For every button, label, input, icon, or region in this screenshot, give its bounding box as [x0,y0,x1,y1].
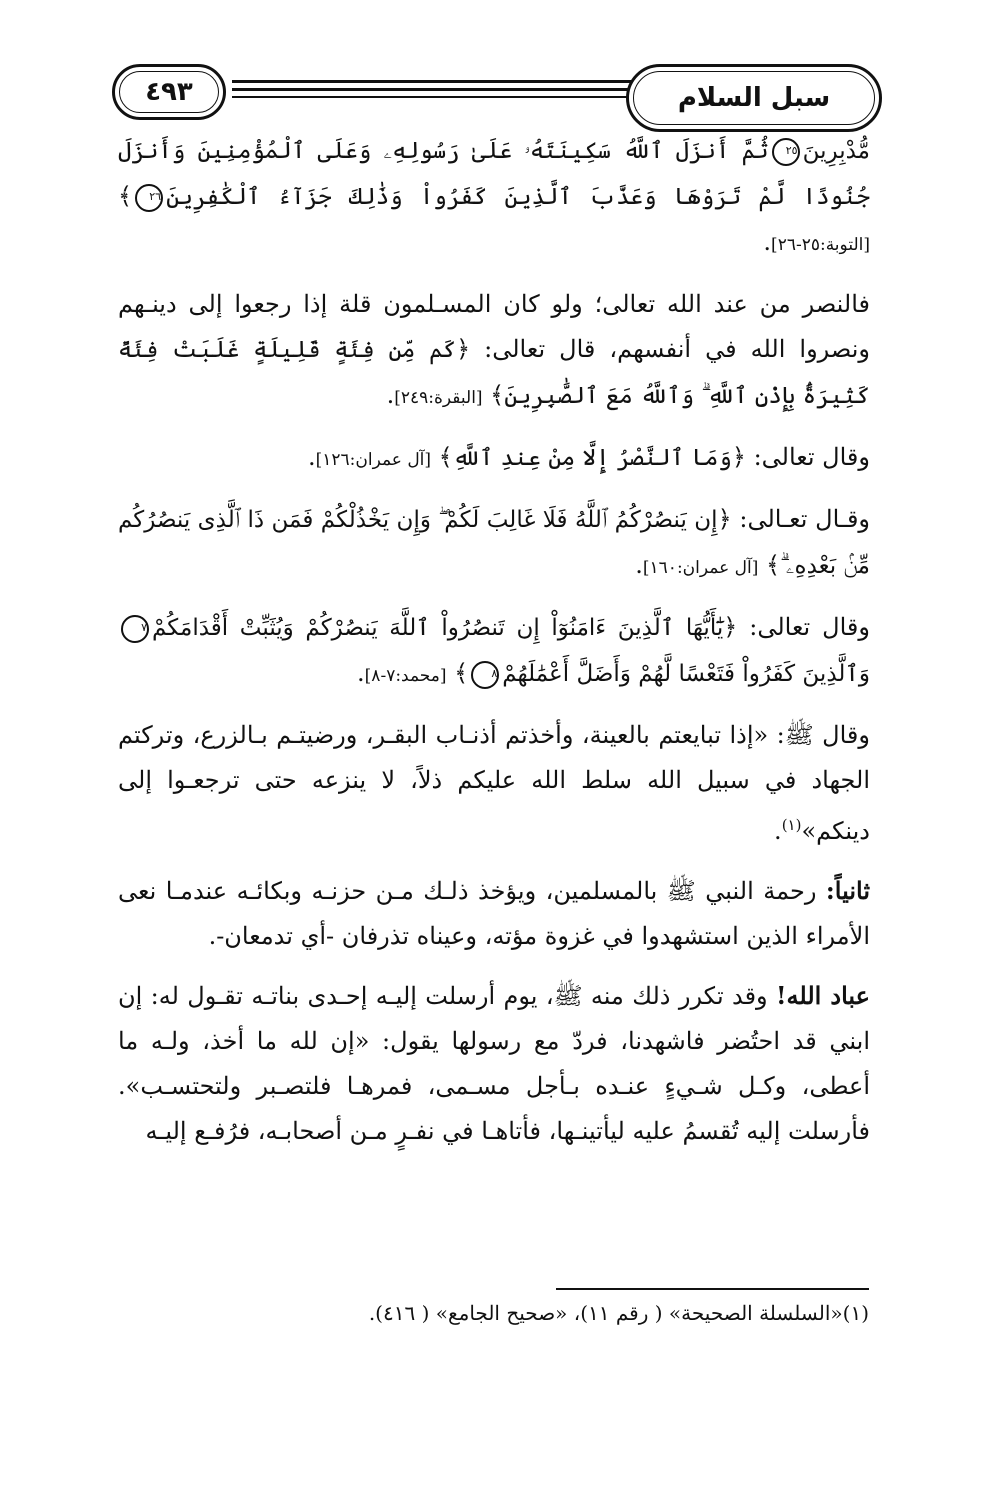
quran-verse: ثُمَّ أَنزَلَ ٱللَّهُ سَكِينَتَهُۥ عَلَىٰ رَسُولِهِۦ وَعَلَى ٱلْمُؤْمِنِينَ وَأَنزَلَ جُنُودًا لَّمْ تَرَوْهَا وَعَذَّبَ ٱلَّذِينَ كَفَرُواْ وَذَٰلِكَ جَزَآءُ ٱلْكَٰفِرِينَ [118,138,870,210]
text-run: . [307,443,316,471]
book-title-frame [626,64,882,132]
ayah-number-marker: ٢٦ [135,184,163,212]
quran-verse: كَم مِّن فِئَةٍ قَلِيلَةٍ غَلَبَتْ فِئَةً كَثِيرَةًۢ بِإِذْنِ ٱللَّهِ ۗ وَٱللَّهُ مَعَ ٱلصَّٰبِرِينَ [118,337,870,409]
verse-reference: [محمد:٧-٨] [364,666,447,686]
text-run: . [635,551,643,579]
quran-verse: وَٱلَّذِينَ كَفَرُواْ فَتَعْسًا لَّهُمْ وَأَضَلَّ أَعْمَٰلَهُمْ [502,661,870,687]
quran-verse: وَمَا ٱلنَّصْرُ إِلَّا مِنْ عِندِ ٱللَّهِ [452,445,732,471]
text-run: وقال ﷺ: «إذا تبايعتم بالعينة، وأخذتم أذنـاب البقـر، ورضيتـم بـالزرع، وتركتم الجهاد في سبيل الله سلط الله عليكم ذلاً، لا ينزعه حتى ترجعـوا إلى دينكم» [118,721,870,845]
text-run: . [774,817,782,845]
text-run: رحمة النبي ﷺ بالمسلمين، ويؤخذ ذلـك مـن حزنـه وبكائـه عندمـا نعى الأمراء الذين استشهدوا في غزوة مؤته، وعيناه تذرفان -أي تدمعان-. [118,877,870,950]
page-header [112,34,882,113]
footnote-separator [556,1288,869,1290]
paragraph [118,973,870,1154]
ayah-number-marker: ٢٥ [772,138,800,166]
section-lead: عباد الله! [776,981,870,1010]
body-text [118,128,870,1168]
section-lead: ثانياً: [825,876,870,905]
paragraph [118,605,870,699]
text-run: وقال تعالى: ﴿ [723,613,870,641]
quran-verse: مُّدْبِرِينَ [802,138,870,164]
text-run: وقد تكرر ذلك منه ﷺ، يوم أرسلت إليـه إحـدى بناتـه تقـول له: إن ابني قد احتُضر فاشهدنا، فردّ مع رسولها يقول: «إن لله ما أخذ، ولـه ما أعطى، وكـل شـيءٍ عنـده بـأجل مسـمى، فمرهـا فلتصـبر ولتحتسـب». فأرسلت إليه تُقسمُ عليه ليأتينـها، فأتاهـا في نفـرٍ مـن أصحابـه، فرُفـع إليـه [118,982,870,1145]
verse-reference: [آل عمران:١٦٠] [642,558,759,578]
verse-reference: [التوبة:٢٥-٢٦] [771,235,870,255]
text-run: . [763,228,772,256]
paragraph [118,282,870,421]
paragraph [118,435,870,483]
text-run: ﴾ [758,551,781,579]
ayah-number-marker: ٧ [121,615,149,643]
text-run: فالنصر من عند الله تعالى؛ ولو كان المسـلمون قلة إذا رجعوا إلى دينـهم ونصروا الله في أنفسهم، قال تعالى: ﴿ [118,290,870,363]
footnote-marker: (١) [781,816,802,834]
text-run: . [386,381,395,409]
verse-reference: [آل عمران:١٢٦] [315,450,432,470]
page-number-frame [112,64,226,120]
text-run: وقـال تعـالى: ﴿ [717,505,871,533]
ayah-number-marker: ٨ [471,661,499,689]
paragraph [118,497,870,591]
footnote: (١)«السلسلة الصحيحة» ( رقم ١١)، «صحيح الجامع» ( ٤١٦). [368,1301,869,1325]
quran-verse: إِن يَنصُرْكُمُ ٱللَّهُ فَلَا غَالِبَ لَكُمْ ۖ وَإِن يَخْذُلْكُمْ فَمَن ذَا ٱلَّذِى يَنصُرُكُم مِّنۢ بَعْدِهِۦ ۗ [118,507,870,579]
paragraph [118,128,870,268]
verse-reference: [البقرة:٢٤٩] [394,388,483,408]
quran-verse: يَٰٓأَيُّهَا ٱلَّذِينَ ءَامَنُوٓاْ إِن تَنصُرُواْ ٱللَّهَ يَنصُرْكُمْ وَيُثَبِّتْ أَقْدَامَكُمْ [152,615,724,641]
text-run: . [357,659,365,687]
text-run: وقال تعالى: ﴿ [731,443,870,471]
text-run: ﴾ [482,381,505,409]
paragraph [118,868,870,959]
text-run: ﴾ [118,182,133,210]
book-title: سبل السلام [677,83,831,113]
page-number: ٤٩٣ [145,77,193,107]
paragraph [118,713,870,854]
text-run: ﴾ [446,659,469,687]
text-run: ﴾ [431,443,453,471]
